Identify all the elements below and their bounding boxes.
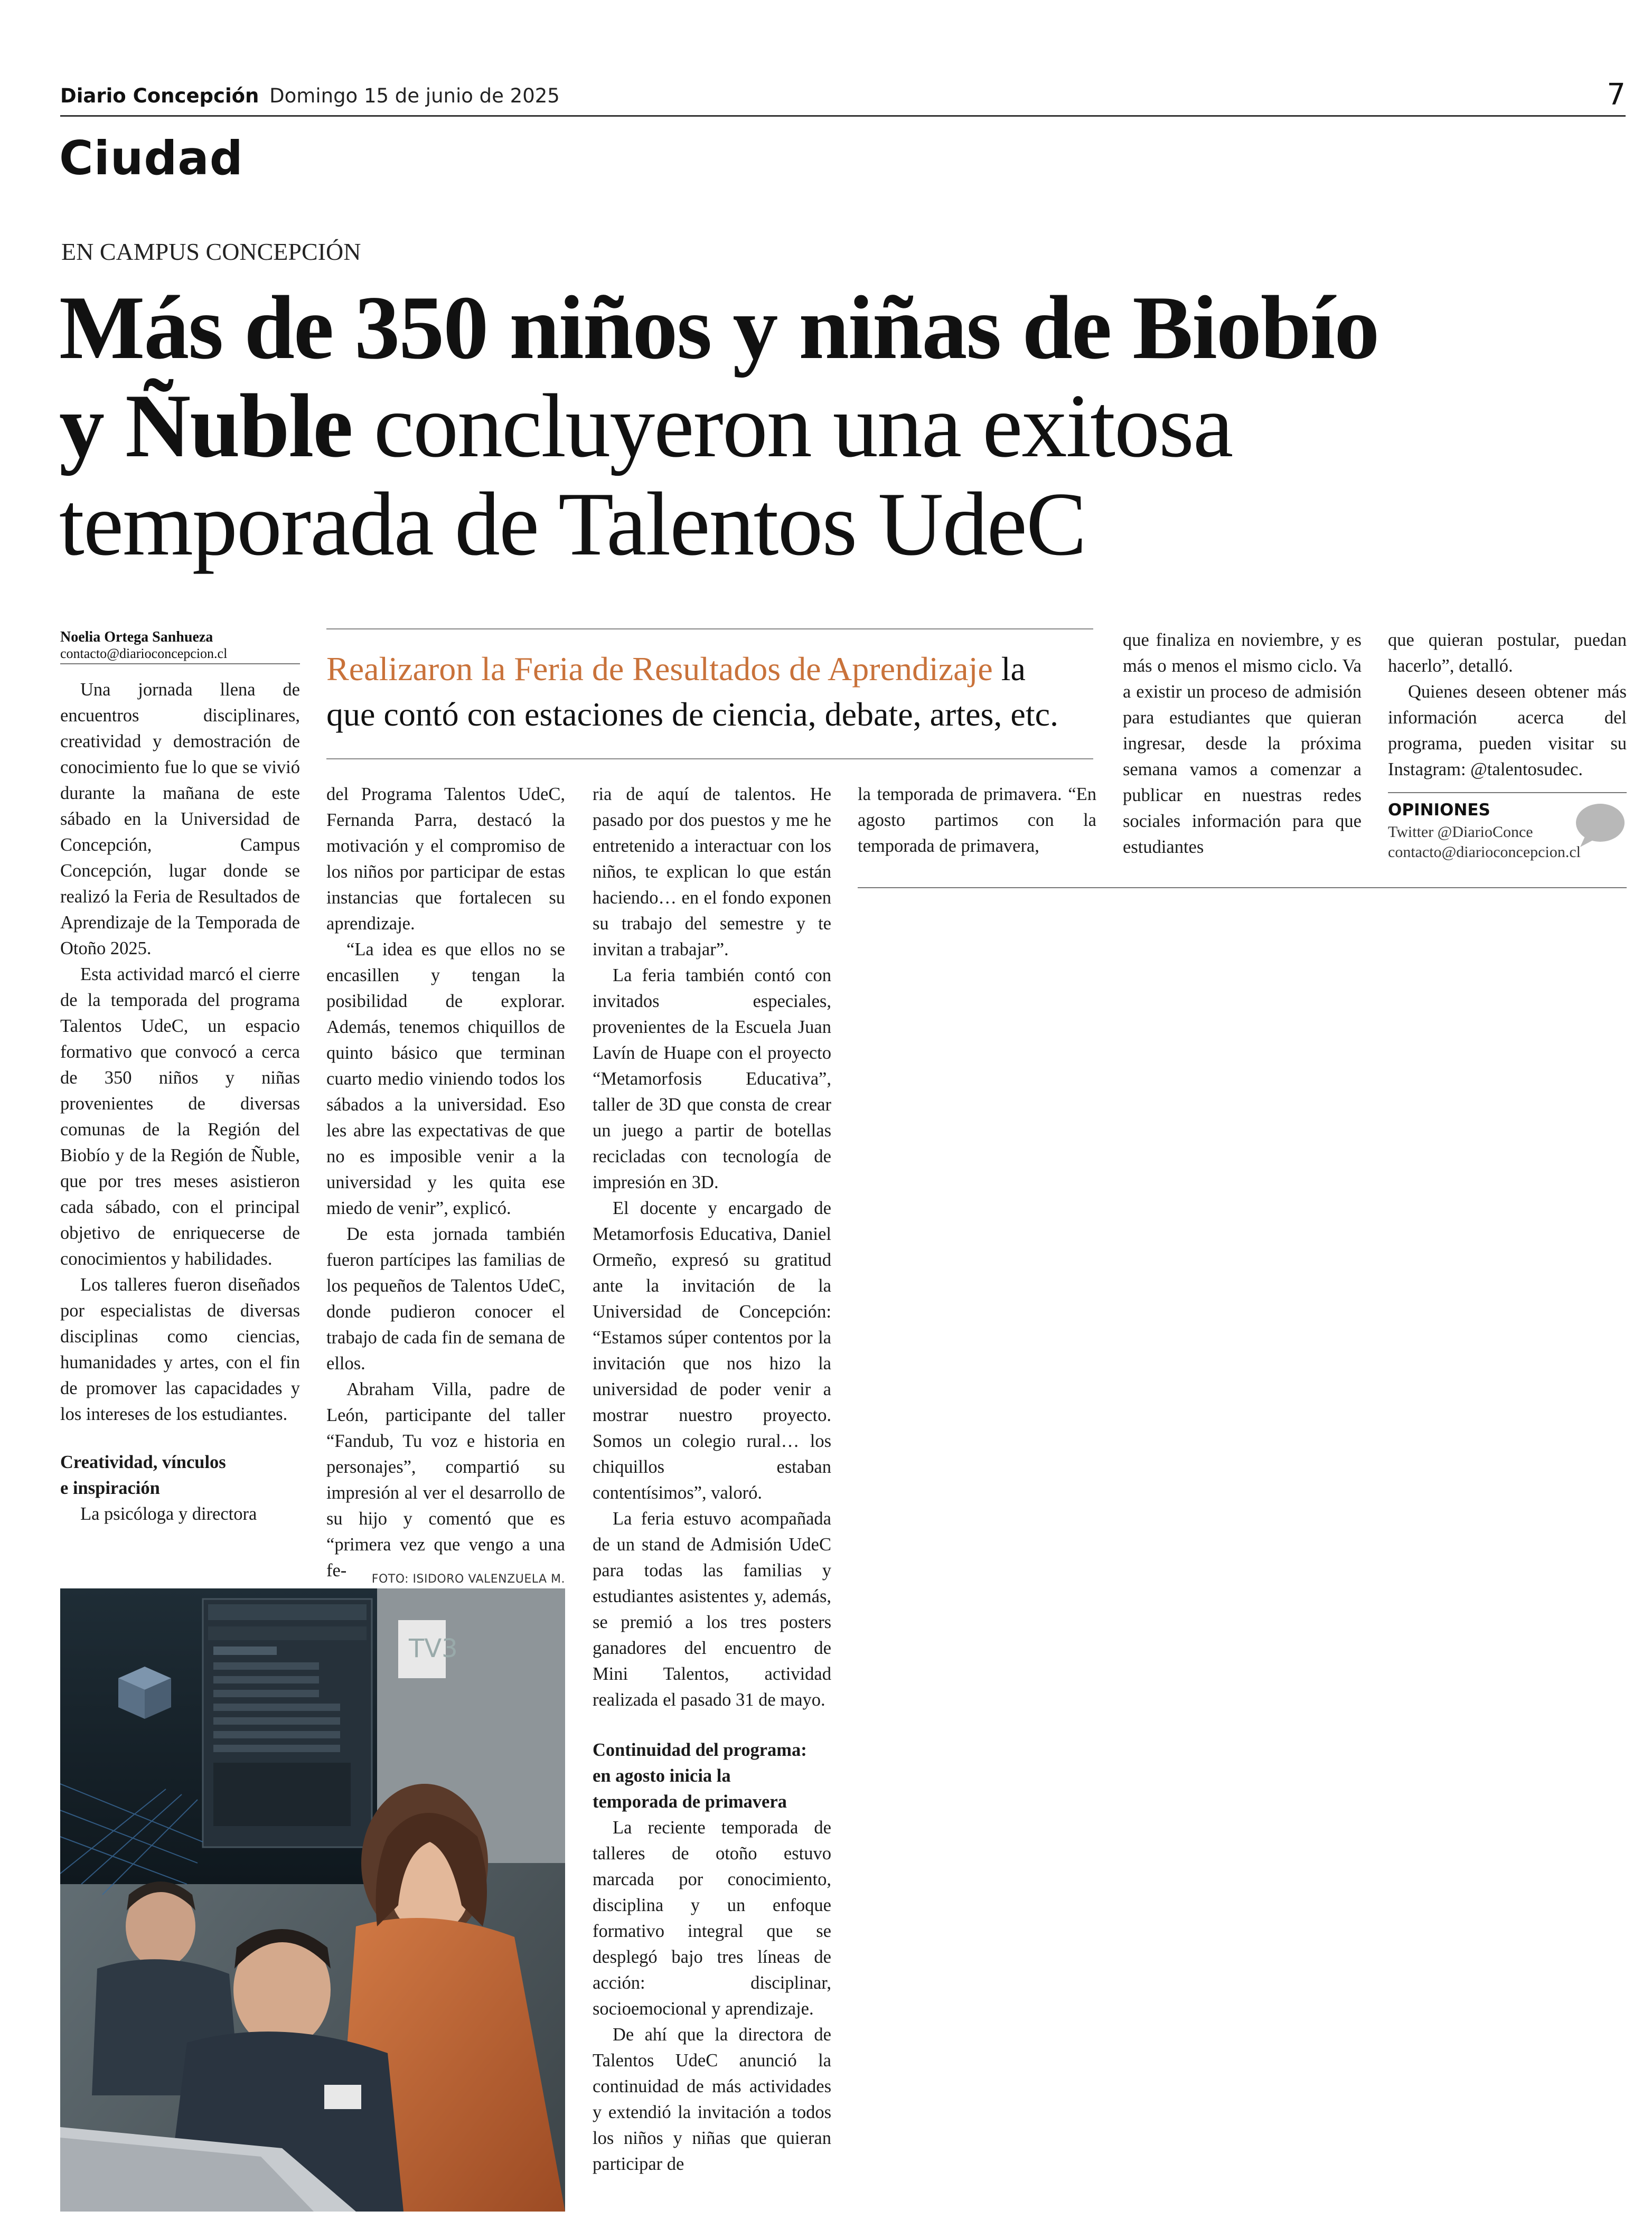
deck-rest-1: la — [992, 650, 1026, 688]
headline-line-3: temporada de Talentos UdeC — [59, 474, 1086, 575]
col1-subhead-1: Creatividad, vínculos — [60, 1452, 226, 1472]
col2-paragraph-4: Abraham Villa, padre de León, participante del taller “Fandub, Tu voz e historia en personajes”, compartió su impresión al ver el desarrollo de su hijo y comentó que es “primera vez que vengo a una fe- — [326, 1379, 565, 1581]
col3-paragraph-5: La reciente temporada de talleres de otoño estuvo marcada por conocimiento, disciplina y un enfoque formativo integral que se desplegó bajo tres líneas de acción: disciplinar, socioemocional y aprendizaje. — [593, 1818, 831, 2019]
byline-author: Noelia Ortega Sanhueza — [60, 629, 213, 645]
headline-bold-part: y Ñuble — [59, 376, 352, 476]
col1-subhead-2: e inspiración — [60, 1478, 160, 1498]
issue-date: Domingo 15 de junio de 2025 — [269, 84, 560, 107]
opinions-twitter: Twitter @DiarioConce — [1388, 823, 1533, 841]
opinions-top-rule — [1388, 792, 1627, 793]
col1-paragraph-1: Una jornada llena de encuentros disciplinares, creatividad y demostración de conocimiento fue lo que se vivió durante la mañana de este sábado en la Universidad de Concepción, Campus Concepción, lugar donde se realizó la Feria de Resultados de Aprendizaje de la Temporada de Otoño 2025. — [60, 680, 300, 958]
photo-illustration — [60, 1588, 565, 2212]
byline-email: contacto@diarioconcepcion.cl — [60, 646, 228, 661]
col2-paragraph-1: del Programa Talentos UdeC, Fernanda Parra, destacó la motivación y el compromiso de los niños por participar de estas instancias que fortalecen su aprendizaje. — [326, 784, 565, 934]
col1-paragraph-4: La psicóloga y directora — [80, 1504, 257, 1524]
col3-subhead-2: en agosto inicia la — [593, 1766, 731, 1786]
deck-top-rule — [326, 628, 1093, 629]
column-2 — [326, 782, 565, 1584]
deck-line-2: que contó con estaciones de ciencia, debate, artes, etc. — [326, 695, 1058, 733]
headline-line-2 — [59, 377, 1644, 475]
headline-light-part: concluyeron una exitosa — [352, 376, 1233, 476]
deck — [326, 646, 1097, 737]
kicker: EN CAMPUS CONCEPCIÓN — [61, 238, 361, 265]
paper-name: Diario Concepción — [60, 84, 259, 107]
col1-paragraph-2: Esta actividad marcó el cierre de la temporada del programa Talentos UdeC, un espacio formativo que convocó a cerca de 350 niños y niñas provenientes de diversas comunas de la Región del Biobío y de la Región de Ñuble, que por tres meses asistieron cada sábado, con el principal objetivo de enriquecerse de conocimientos y habilidades. — [60, 964, 300, 1269]
col6-paragraph-2: Quienes deseen obtener más información acerca del programa, pueden visitar su Instagram: @talentosudec. — [1388, 682, 1627, 779]
col1-paragraph-3: Los talleres fueron diseñados por especialistas de diversas disciplinas como ciencias, humanidades y artes, con el fin de promover las capacidades y los intereses de los estudiantes. — [60, 1275, 300, 1424]
deck-line-1 — [326, 646, 1097, 692]
col3-paragraph-3: El docente y encargado de Metamorfosis Educativa, Daniel Ormeño, expresó su gratitud ante la invitación de la Universidad de Concepción: “Estamos súper contentos por la invitación que nos hizo la universidad de poder venir a mostrar nuestro proyecto. Somos un colegio rural… los chiquillos estaban contentísimos”, valoró. — [593, 1198, 831, 1503]
col3-paragraph-2: La feria también contó con invitados especiales, provenientes de la Escuela Juan Lavín de Huape con el proyecto “Metamorfosis Educativa”, taller de 3D que consta de crear un juego a partir de botellas recicladas con tecnología de impresión en 3D. — [593, 965, 831, 1192]
col3-paragraph-6: De ahí que la directora de Talentos UdeC anunció la continuidad de más actividades y extendió la invitación a todos los niños y niñas que quieran participar de — [593, 2025, 831, 2174]
col3-paragraph-1: ria de aquí de talentos. He pasado por dos puestos y me he entretenido a interactuar con los niños, te explican lo que están haciendo… en el fondo exponen su trabajo del semestre y te invitan a trabajar”. — [593, 784, 831, 959]
opinions-email: contacto@diarioconcepcion.cl — [1388, 843, 1581, 861]
col5-paragraph-1: que finaliza en noviembre, y es más o menos el mismo ciclo. Va a existir un proceso de admisión para estudiantes que quieran ingresar, desde la próxima semana vamos a comenzar a publicar en nuestras redes sociales información para que estudiantes — [1123, 630, 1362, 857]
deck-highlight: Realizaron la Feria de Resultados de Aprendizaje — [326, 650, 993, 688]
opinions-label: OPINIONES — [1388, 801, 1490, 820]
column-3 — [593, 782, 831, 2177]
opinions-bottom-rule — [858, 887, 1627, 888]
masthead — [60, 84, 560, 108]
headline-line-1: Más de 350 niños y niñas de Biobío — [59, 278, 1379, 378]
col6-paragraph-1: que quieran postular, puedan hacerlo”, detalló. — [1388, 630, 1627, 676]
deck-bottom-rule — [326, 758, 1093, 759]
speech-bubble-icon — [1573, 802, 1626, 849]
section-title: Ciudad — [59, 131, 243, 185]
column-5 — [1123, 627, 1362, 860]
col2-paragraph-2: “La idea es que ellos no se encasillen y tengan la posibilidad de explorar. Además, tenemos chiquillos de quinto básico que terminan cuarto medio viniendo todos los sábados a la universidad. Eso les abre las expectativas de que no es imposible venir a la universidad y les quita ese miedo de venir”, explicó. — [326, 939, 565, 1218]
byline-rule — [60, 663, 300, 664]
col3-paragraph-4: La feria estuvo acompañada de un stand de Admisión UdeC para todas las familias y estudiantes asistentes y, además, se premió a los tres posters ganadores del encuentro de Mini Talentos, actividad realizada el pasado 31 de mayo. — [593, 1509, 831, 1710]
col2-paragraph-3: De esta jornada también fueron partícipes las familias de los pequeños de Talentos UdeC, donde pudieron conocer el trabajo de cada fin de semana de ellos. — [326, 1224, 565, 1373]
col3-subhead-3: temporada de primavera — [593, 1792, 787, 1812]
header-rule — [60, 115, 1626, 117]
column-1 — [60, 677, 300, 1527]
headline — [59, 279, 1644, 573]
page-number: 7 — [1607, 78, 1626, 112]
column-4 — [858, 782, 1096, 859]
svg-text:TV3: TV3 — [409, 1634, 458, 1663]
photo-credit: FOTO: ISIDORO VALENZUELA M. — [371, 1573, 565, 1586]
col4-paragraph-1: la temporada de primavera. “En agosto partimos con la temporada de primavera, — [858, 784, 1096, 856]
article-photo — [60, 1588, 565, 2212]
col3-subhead-1: Continuidad del programa: — [593, 1740, 807, 1760]
column-6 — [1388, 627, 1627, 783]
